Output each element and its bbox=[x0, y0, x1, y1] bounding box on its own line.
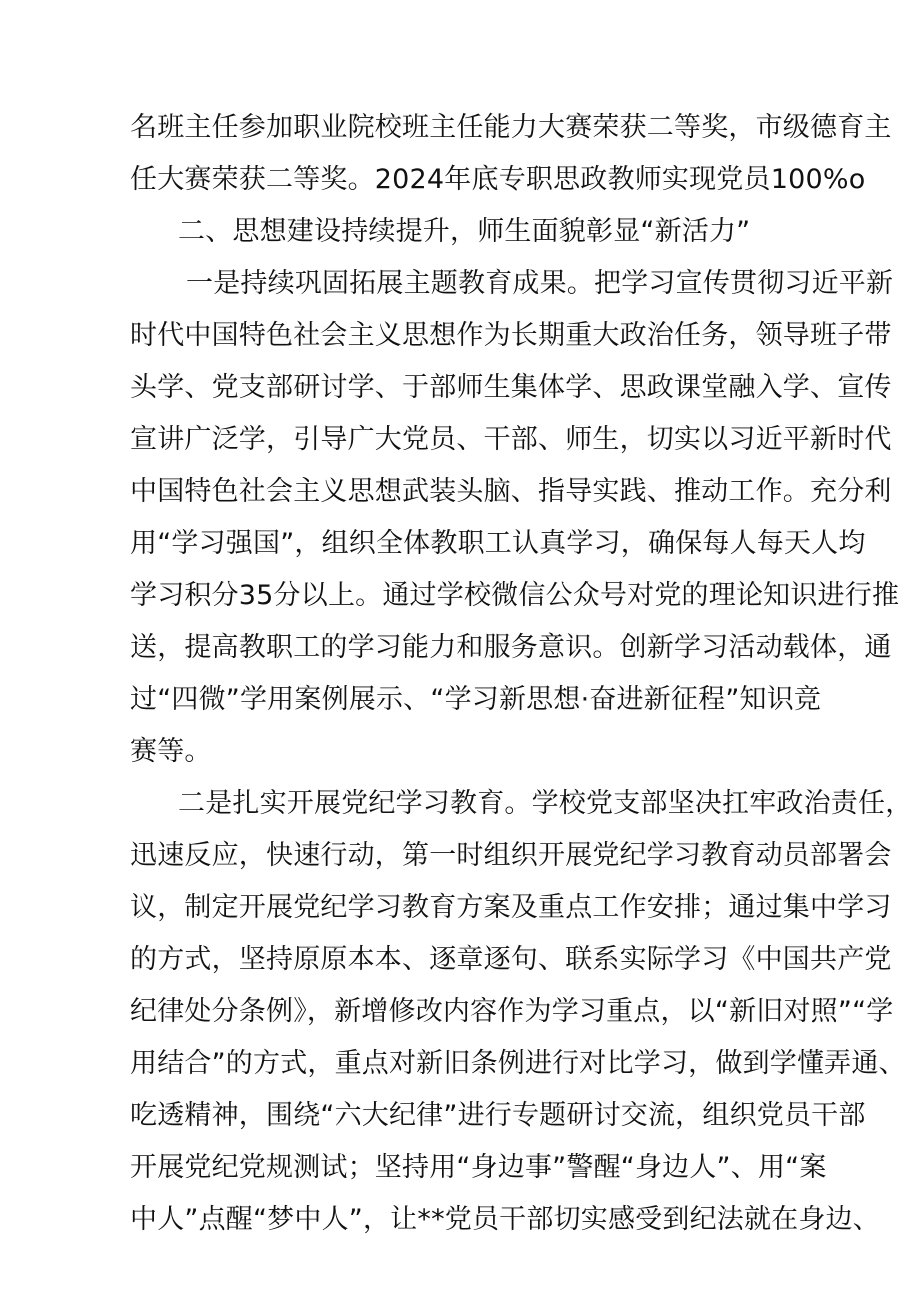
text-line-9: 用“学习强国”，组织全体教职工认真学习，确保每人每天人均 bbox=[130, 528, 866, 559]
text-line-8: 中国特色社会主义思想武装头脑、指导实践、推动工作。充分利 bbox=[130, 476, 892, 507]
text-line-16: 议，制定开展党纪学习教育方案及重点工作安排；通过集中学习 bbox=[130, 892, 892, 923]
text-line-12: 过“四微”学用案例展示、“学习新思想·奋进新征程”知识竞 bbox=[130, 684, 822, 715]
text-line-11: 送，提高教职工的学习能力和服务意识。创新学习活动载体，通 bbox=[130, 632, 892, 663]
text-line-7: 宣讲广泛学，引导广大党员、干部、师生，切实以习近平新时代 bbox=[130, 424, 892, 455]
text-line-4: 一是持续巩固拓展主题教育成果。把学习宣传贯彻习近平新 bbox=[186, 268, 894, 299]
text-line-2: 任大赛荣获二等奖。2024年底专职思政教师实现党员100%o bbox=[130, 164, 866, 195]
text-line-15: 迅速反应，快速行动，第一时组织开展党纪学习教育动员部署会 bbox=[130, 840, 892, 871]
section-heading: 二、思想建设持续提升，师生面貌彰显“新活力” bbox=[178, 216, 751, 247]
text-line-13: 赛等。 bbox=[130, 736, 212, 767]
text-line-10: 学习积分35分以上。通过学校微信公众号对党的理论知识进行推 bbox=[130, 580, 900, 611]
text-line-18: 纪律处分条例》，新增修改内容作为学习重点，以“新旧对照”“学 bbox=[130, 996, 894, 1027]
text-line-5: 时代中国特色社会主义思想作为长期重大政治任务，领导班子带 bbox=[130, 320, 892, 351]
text-line-1: 名班主任参加职业院校班主任能力大赛荣获二等奖，市级德育主 bbox=[130, 112, 892, 143]
text-line-17: 的方式，坚持原原本本、逐章逐句、联系实际学习《中国共产党 bbox=[130, 944, 892, 975]
text-line-22: 中人”点醒“梦中人”，让**党员干部切实感受到纪法就在身边、 bbox=[130, 1204, 880, 1235]
text-line-19: 用结合”的方式，重点对新旧条例进行对比学习，做到学懂弄通、 bbox=[130, 1048, 906, 1079]
text-line-6: 头学、党支部研讨学、于部师生集体学、思政课堂融入学、宣传 bbox=[130, 372, 892, 403]
text-line-20: 吃透精神，围绕“六大纪律”进行专题研讨交流，组织党员干部 bbox=[130, 1100, 866, 1131]
text-line-21: 开展党纪党规测试；坚持用“身边事”警醒“身边人”、用“案 bbox=[130, 1152, 827, 1183]
text-line-14: 二是扎实开展党纪学习教育。学校党支部坚决扛牢政治责任， bbox=[178, 788, 913, 819]
